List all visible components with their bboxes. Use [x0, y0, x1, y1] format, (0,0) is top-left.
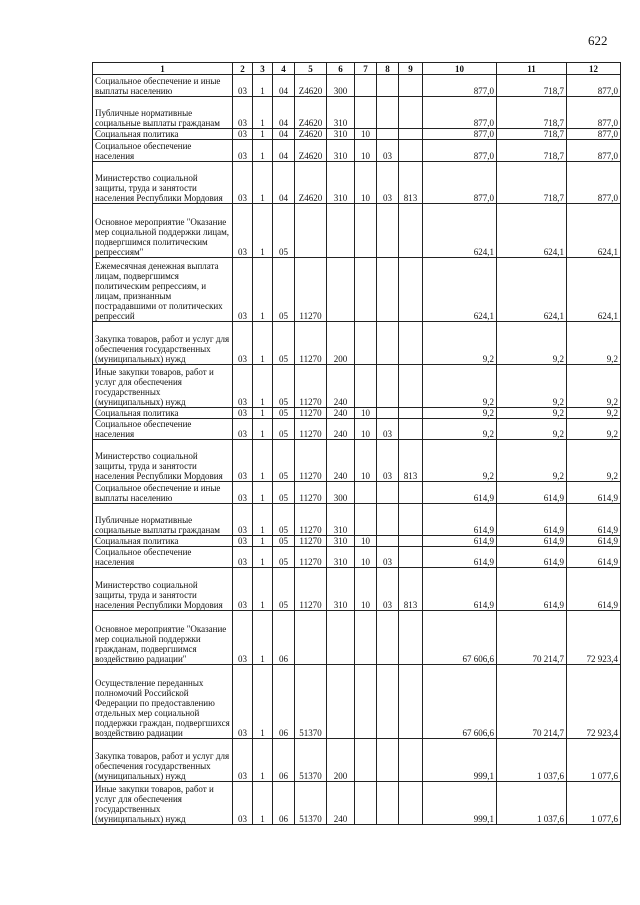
code-cell: 10: [355, 536, 377, 547]
code-cell: 11270: [295, 419, 327, 440]
table-row: [93, 440, 621, 482]
amount-cell: 72 923,4: [567, 611, 621, 665]
code-cell: 03: [233, 504, 253, 536]
table-row: [93, 365, 621, 408]
column-header: 5: [295, 63, 327, 75]
code-cell: [399, 204, 423, 258]
table-row: [93, 482, 621, 504]
code-cell: [355, 482, 377, 504]
code-cell: 03: [233, 365, 253, 408]
amount-cell: 624,1: [423, 258, 497, 322]
code-cell: 1: [253, 440, 273, 482]
amount-cell: 9,2: [497, 419, 567, 440]
code-cell: 1: [253, 739, 273, 782]
code-cell: 03: [233, 75, 253, 97]
amount-cell: 877,0: [567, 162, 621, 204]
amount-cell: 877,0: [567, 140, 621, 162]
amount-cell: 999,1: [423, 782, 497, 825]
code-cell: [399, 408, 423, 419]
code-cell: [355, 75, 377, 97]
code-cell: 06: [273, 782, 295, 825]
code-cell: Z4620: [295, 75, 327, 97]
code-cell: 03: [233, 258, 253, 322]
amount-cell: 624,1: [423, 204, 497, 258]
code-cell: 03: [377, 162, 399, 204]
code-cell: 1: [253, 665, 273, 739]
amount-cell: 9,2: [567, 365, 621, 408]
amount-cell: 9,2: [497, 365, 567, 408]
code-cell: 03: [233, 97, 253, 129]
code-cell: 1: [253, 322, 273, 365]
column-header: 9: [399, 63, 423, 75]
table-row: [93, 568, 621, 611]
amount-cell: 67 606,6: [423, 665, 497, 739]
amount-cell: 9,2: [567, 419, 621, 440]
code-cell: 310: [327, 129, 355, 140]
code-cell: 200: [327, 322, 355, 365]
code-cell: 04: [273, 97, 295, 129]
code-cell: 813: [399, 440, 423, 482]
amount-cell: 9,2: [423, 322, 497, 365]
code-cell: Z4620: [295, 140, 327, 162]
row-name-cell: Социальная политика: [93, 408, 233, 419]
amount-cell: 624,1: [497, 258, 567, 322]
table-row: [93, 129, 621, 140]
code-cell: [377, 408, 399, 419]
table-row: [93, 739, 621, 782]
code-cell: 05: [273, 204, 295, 258]
code-cell: 03: [233, 440, 253, 482]
amount-cell: 614,9: [567, 536, 621, 547]
budget-table: [92, 62, 621, 825]
code-cell: [399, 547, 423, 568]
code-cell: 1: [253, 162, 273, 204]
amount-cell: 877,0: [567, 129, 621, 140]
code-cell: 05: [273, 547, 295, 568]
code-cell: 05: [273, 482, 295, 504]
code-cell: 11270: [295, 322, 327, 365]
row-name-cell: Социальная политика: [93, 536, 233, 547]
amount-cell: 614,9: [567, 504, 621, 536]
amount-cell: 718,7: [497, 75, 567, 97]
code-cell: 1: [253, 504, 273, 536]
code-cell: 11270: [295, 504, 327, 536]
amount-cell: 9,2: [567, 440, 621, 482]
code-cell: [355, 782, 377, 825]
code-cell: 1: [253, 129, 273, 140]
code-cell: 51370: [295, 782, 327, 825]
column-header: 3: [253, 63, 273, 75]
amount-cell: 1 077,6: [567, 782, 621, 825]
amount-cell: 70 214,7: [497, 665, 567, 739]
code-cell: 04: [273, 129, 295, 140]
code-cell: 03: [233, 665, 253, 739]
code-cell: 310: [327, 536, 355, 547]
code-cell: [377, 75, 399, 97]
code-cell: 1: [253, 482, 273, 504]
code-cell: [399, 611, 423, 665]
code-cell: 813: [399, 568, 423, 611]
amount-cell: 877,0: [423, 75, 497, 97]
code-cell: [377, 322, 399, 365]
amount-cell: 1 077,6: [567, 739, 621, 782]
code-cell: [399, 97, 423, 129]
code-cell: 310: [327, 504, 355, 536]
row-name-cell: Публичные нормативные социальные выплаты гражданам: [93, 97, 233, 129]
code-cell: [377, 129, 399, 140]
code-cell: [399, 129, 423, 140]
row-name-cell: Основное мероприятие "Оказание мер социальной поддержки гражданам, подвергшимся воздействию радиации": [93, 611, 233, 665]
code-cell: 03: [233, 322, 253, 365]
row-name-cell: Публичные нормативные социальные выплаты гражданам: [93, 504, 233, 536]
code-cell: 05: [273, 322, 295, 365]
code-cell: 10: [355, 129, 377, 140]
code-cell: 1: [253, 365, 273, 408]
code-cell: 11270: [295, 440, 327, 482]
code-cell: 03: [233, 547, 253, 568]
row-name-cell: Основное мероприятие "Оказание мер социальной поддержки лицам, подвергшимся политическим репрессиям": [93, 204, 233, 258]
table-row: [93, 665, 621, 739]
code-cell: 240: [327, 408, 355, 419]
table-row: [93, 547, 621, 568]
code-cell: 03: [233, 536, 253, 547]
code-cell: 10: [355, 419, 377, 440]
amount-cell: 877,0: [423, 162, 497, 204]
code-cell: [377, 665, 399, 739]
code-cell: 11270: [295, 536, 327, 547]
code-cell: 300: [327, 75, 355, 97]
code-cell: [377, 97, 399, 129]
amount-cell: 718,7: [497, 129, 567, 140]
column-header: 4: [273, 63, 295, 75]
amount-cell: 718,7: [497, 140, 567, 162]
amount-cell: 9,2: [423, 408, 497, 419]
code-cell: 240: [327, 782, 355, 825]
column-header: 2: [233, 63, 253, 75]
amount-cell: 67 606,6: [423, 611, 497, 665]
code-cell: 05: [273, 440, 295, 482]
code-cell: [355, 504, 377, 536]
table-row: [93, 75, 621, 97]
table-row: [93, 611, 621, 665]
code-cell: 05: [273, 536, 295, 547]
code-cell: [399, 365, 423, 408]
code-cell: 10: [355, 408, 377, 419]
code-cell: 04: [273, 140, 295, 162]
code-cell: Z4620: [295, 97, 327, 129]
code-cell: 05: [273, 365, 295, 408]
code-cell: 06: [273, 611, 295, 665]
code-cell: [377, 782, 399, 825]
code-cell: [377, 536, 399, 547]
code-cell: 05: [273, 568, 295, 611]
code-cell: 240: [327, 365, 355, 408]
code-cell: [399, 536, 423, 547]
code-cell: 03: [377, 440, 399, 482]
code-cell: 310: [327, 162, 355, 204]
column-header: 6: [327, 63, 355, 75]
amount-cell: 877,0: [423, 97, 497, 129]
code-cell: [295, 204, 327, 258]
amount-cell: 614,9: [567, 547, 621, 568]
amount-cell: 614,9: [497, 547, 567, 568]
code-cell: [327, 258, 355, 322]
table-row: [93, 408, 621, 419]
table-row: [93, 162, 621, 204]
code-cell: 11270: [295, 568, 327, 611]
table-row: [93, 419, 621, 440]
code-cell: [377, 739, 399, 782]
code-cell: [399, 665, 423, 739]
column-header: 10: [423, 63, 497, 75]
column-header: 8: [377, 63, 399, 75]
table-row: [93, 97, 621, 129]
code-cell: [399, 75, 423, 97]
row-name-cell: Иные закупки товаров, работ и услуг для обеспечения государственных (муниципальных) нужд: [93, 782, 233, 825]
code-cell: 1: [253, 547, 273, 568]
amount-cell: 9,2: [497, 322, 567, 365]
code-cell: [377, 365, 399, 408]
amount-cell: 1 037,6: [497, 782, 567, 825]
code-cell: [327, 204, 355, 258]
code-cell: [327, 611, 355, 665]
amount-cell: 614,9: [423, 568, 497, 611]
code-cell: 1: [253, 97, 273, 129]
code-cell: [399, 140, 423, 162]
amount-cell: 72 923,4: [567, 665, 621, 739]
code-cell: 06: [273, 665, 295, 739]
code-cell: 03: [233, 162, 253, 204]
code-cell: [399, 782, 423, 825]
code-cell: 05: [273, 504, 295, 536]
row-name-cell: Министерство социальной защиты, труда и занятости населения Республики Мордовия: [93, 440, 233, 482]
code-cell: 10: [355, 140, 377, 162]
code-cell: [355, 322, 377, 365]
amount-cell: 877,0: [423, 129, 497, 140]
code-cell: 03: [233, 611, 253, 665]
code-cell: 11270: [295, 258, 327, 322]
code-cell: 310: [327, 97, 355, 129]
amount-cell: 9,2: [423, 419, 497, 440]
code-cell: 05: [273, 408, 295, 419]
code-cell: 05: [273, 258, 295, 322]
amount-cell: 877,0: [567, 75, 621, 97]
code-cell: [399, 419, 423, 440]
amount-cell: 614,9: [567, 568, 621, 611]
row-name-cell: Иные закупки товаров, работ и услуг для обеспечения государственных (муниципальных) нужд: [93, 365, 233, 408]
code-cell: 240: [327, 440, 355, 482]
code-cell: 10: [355, 440, 377, 482]
row-name-cell: Закупка товаров, работ и услуг для обеспечения государственных (муниципальных) нужд: [93, 739, 233, 782]
code-cell: [377, 258, 399, 322]
table-row: [93, 536, 621, 547]
amount-cell: 877,0: [423, 140, 497, 162]
header-row: [93, 63, 621, 75]
code-cell: 10: [355, 568, 377, 611]
row-name-cell: Социальная политика: [93, 129, 233, 140]
code-cell: 51370: [295, 739, 327, 782]
code-cell: [377, 482, 399, 504]
code-cell: 1: [253, 568, 273, 611]
code-cell: 03: [233, 568, 253, 611]
row-name-cell: Министерство социальной защиты, труда и занятости населения Республики Мордовия: [93, 568, 233, 611]
row-name-cell: Ежемесячная денежная выплата лицам, подвергшимся политическим репрессиям, и лицам, признанным пострадавшими от политических репрессий: [93, 258, 233, 322]
amount-cell: 9,2: [497, 440, 567, 482]
code-cell: 1: [253, 536, 273, 547]
code-cell: [377, 504, 399, 536]
code-cell: [399, 504, 423, 536]
code-cell: 06: [273, 739, 295, 782]
amount-cell: 9,2: [497, 408, 567, 419]
code-cell: 03: [377, 419, 399, 440]
code-cell: 240: [327, 419, 355, 440]
code-cell: [377, 611, 399, 665]
code-cell: 04: [273, 75, 295, 97]
code-cell: 310: [327, 568, 355, 611]
table-row: [93, 504, 621, 536]
row-name-cell: Закупка товаров, работ и услуг для обеспечения государственных (муниципальных) нужд: [93, 322, 233, 365]
amount-cell: 614,9: [423, 504, 497, 536]
code-cell: [355, 258, 377, 322]
amount-cell: 614,9: [497, 536, 567, 547]
amount-cell: 9,2: [423, 365, 497, 408]
row-name-cell: Социальное обеспечение и иные выплаты населению: [93, 482, 233, 504]
code-cell: 1: [253, 75, 273, 97]
amount-cell: 624,1: [567, 204, 621, 258]
amount-cell: 718,7: [497, 162, 567, 204]
code-cell: 1: [253, 204, 273, 258]
code-cell: 03: [233, 204, 253, 258]
column-header: 11: [497, 63, 567, 75]
code-cell: 1: [253, 408, 273, 419]
code-cell: 05: [273, 419, 295, 440]
row-name-cell: Министерство социальной защиты, труда и занятости населения Республики Мордовия: [93, 162, 233, 204]
code-cell: [399, 739, 423, 782]
amount-cell: 9,2: [567, 408, 621, 419]
code-cell: 310: [327, 547, 355, 568]
code-cell: [377, 204, 399, 258]
row-name-cell: Социальное обеспечение и иные выплаты населению: [93, 75, 233, 97]
code-cell: Z4620: [295, 129, 327, 140]
code-cell: 10: [355, 547, 377, 568]
amount-cell: 624,1: [497, 204, 567, 258]
code-cell: [295, 611, 327, 665]
code-cell: 10: [355, 162, 377, 204]
code-cell: 03: [233, 782, 253, 825]
code-cell: [327, 665, 355, 739]
amount-cell: 614,9: [423, 482, 497, 504]
code-cell: 03: [233, 739, 253, 782]
row-name-cell: Осуществление переданных полномочий Российской Федерации по предоставлению отдельных мер социальной поддержки граждан, подвергшихся воздействию радиации: [93, 665, 233, 739]
code-cell: 11270: [295, 408, 327, 419]
code-cell: 03: [233, 129, 253, 140]
column-header: 7: [355, 63, 377, 75]
row-name-cell: Социальное обеспечение населения: [93, 547, 233, 568]
table-row: [93, 322, 621, 365]
code-cell: [399, 258, 423, 322]
code-cell: [355, 665, 377, 739]
code-cell: 03: [377, 140, 399, 162]
code-cell: [399, 322, 423, 365]
column-header: 1: [93, 63, 233, 75]
code-cell: [355, 611, 377, 665]
row-name-cell: Социальное обеспечение населения: [93, 140, 233, 162]
code-cell: [399, 482, 423, 504]
code-cell: 200: [327, 739, 355, 782]
amount-cell: 999,1: [423, 739, 497, 782]
code-cell: 11270: [295, 547, 327, 568]
code-cell: 11270: [295, 365, 327, 408]
amount-cell: 614,9: [423, 547, 497, 568]
amount-cell: 718,7: [497, 97, 567, 129]
code-cell: 300: [327, 482, 355, 504]
code-cell: 03: [377, 547, 399, 568]
table-row: [93, 258, 621, 322]
page-number: 622: [588, 33, 608, 48]
code-cell: 03: [233, 419, 253, 440]
amount-cell: 614,9: [497, 568, 567, 611]
amount-cell: 1 037,6: [497, 739, 567, 782]
code-cell: [355, 97, 377, 129]
code-cell: 03: [233, 140, 253, 162]
code-cell: 310: [327, 140, 355, 162]
code-cell: 1: [253, 611, 273, 665]
amount-cell: 614,9: [423, 536, 497, 547]
code-cell: 1: [253, 140, 273, 162]
code-cell: 51370: [295, 665, 327, 739]
code-cell: [355, 365, 377, 408]
amount-cell: 614,9: [497, 504, 567, 536]
amount-cell: 614,9: [497, 482, 567, 504]
code-cell: 03: [377, 568, 399, 611]
code-cell: 813: [399, 162, 423, 204]
table-row: [93, 782, 621, 825]
table-row: [93, 204, 621, 258]
code-cell: Z4620: [295, 162, 327, 204]
code-cell: 04: [273, 162, 295, 204]
amount-cell: 614,9: [567, 482, 621, 504]
amount-cell: 9,2: [423, 440, 497, 482]
code-cell: 1: [253, 419, 273, 440]
code-cell: 1: [253, 782, 273, 825]
code-cell: [355, 739, 377, 782]
amount-cell: 70 214,7: [497, 611, 567, 665]
code-cell: [355, 204, 377, 258]
amount-cell: 624,1: [567, 258, 621, 322]
code-cell: 03: [233, 482, 253, 504]
table-row: [93, 140, 621, 162]
code-cell: 11270: [295, 482, 327, 504]
column-header: 12: [567, 63, 621, 75]
row-name-cell: Социальное обеспечение населения: [93, 419, 233, 440]
amount-cell: 877,0: [567, 97, 621, 129]
amount-cell: 9,2: [567, 322, 621, 365]
code-cell: 03: [233, 408, 253, 419]
code-cell: 1: [253, 258, 273, 322]
